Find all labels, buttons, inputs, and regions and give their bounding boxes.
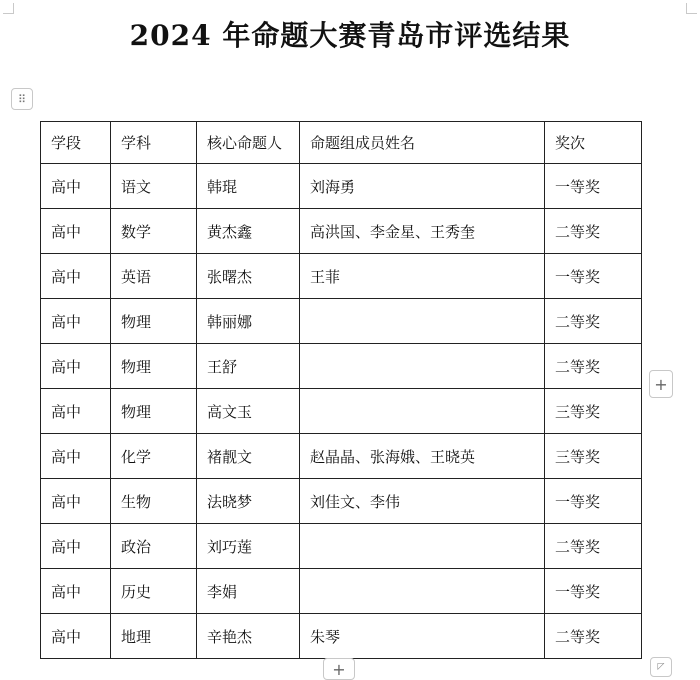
award-cell[interactable]: 一等奖 [545,569,642,614]
add-column-icon[interactable]: + [649,370,673,398]
team-members-cell[interactable]: 高洪国、李金星、王秀奎 [300,209,545,254]
add-row-icon[interactable]: + [323,658,355,680]
table-row [41,254,642,299]
table-resize-icon[interactable]: ◸ [650,657,672,677]
table-row [41,389,642,434]
team-members-cell[interactable] [300,344,545,389]
table-row [41,569,642,614]
team-members-cell[interactable]: 朱琴 [300,614,545,659]
subject-cell[interactable]: 政治 [111,524,197,569]
table-header-row [41,122,642,164]
subject-cell[interactable]: 物理 [111,344,197,389]
stage-cell[interactable]: 高中 [41,569,111,614]
award-cell[interactable]: 二等奖 [545,614,642,659]
subject-cell[interactable]: 物理 [111,389,197,434]
team-members-cell[interactable]: 赵晶晶、张海娥、王晓英 [300,434,545,479]
award-cell[interactable]: 三等奖 [545,389,642,434]
award-cell[interactable]: 二等奖 [545,344,642,389]
header-cell-award[interactable]: 奖次 [545,122,642,164]
lead-author-cell[interactable]: 法晓梦 [197,479,300,524]
document-title: 2024 年命题大赛青岛市评选结果 [129,19,571,52]
stage-cell[interactable]: 高中 [41,389,111,434]
stage-cell[interactable]: 高中 [41,209,111,254]
stage-cell[interactable]: 高中 [41,344,111,389]
table-row [41,479,642,524]
award-cell[interactable]: 二等奖 [545,524,642,569]
lead-author-cell[interactable]: 黄杰鑫 [197,209,300,254]
team-members-cell[interactable]: 刘佳文、李伟 [300,479,545,524]
table-row [41,434,642,479]
lead-author-cell[interactable]: 王舒 [197,344,300,389]
stage-cell[interactable]: 高中 [41,614,111,659]
award-cell[interactable]: 一等奖 [545,164,642,209]
stage-cell[interactable]: 高中 [41,254,111,299]
page-corner-mark-top-right [686,3,697,14]
table-drag-handle-icon[interactable]: ⠿ [11,88,33,110]
team-members-cell[interactable] [300,389,545,434]
award-cell[interactable]: 二等奖 [545,209,642,254]
subject-cell[interactable]: 物理 [111,299,197,344]
team-members-cell[interactable] [300,524,545,569]
team-members-cell[interactable] [300,299,545,344]
stage-cell[interactable]: 高中 [41,434,111,479]
stage-cell[interactable]: 高中 [41,524,111,569]
table-row [41,299,642,344]
lead-author-cell[interactable]: 刘巧莲 [197,524,300,569]
page-corner-mark-top-left [3,3,14,14]
results-table [40,121,642,659]
award-cell[interactable]: 一等奖 [545,479,642,524]
team-members-cell[interactable]: 王菲 [300,254,545,299]
header-cell-team-members[interactable]: 命题组成员姓名 [300,122,545,164]
lead-author-cell[interactable]: 高文玉 [197,389,300,434]
subject-cell[interactable]: 化学 [111,434,197,479]
table-row [41,164,642,209]
team-members-cell[interactable]: 刘海勇 [300,164,545,209]
table-row [41,209,642,254]
table-row [41,524,642,569]
lead-author-cell[interactable]: 褚靓文 [197,434,300,479]
lead-author-cell[interactable]: 李娟 [197,569,300,614]
stage-cell[interactable]: 高中 [41,479,111,524]
subject-cell[interactable]: 英语 [111,254,197,299]
award-cell[interactable]: 三等奖 [545,434,642,479]
subject-cell[interactable]: 数学 [111,209,197,254]
stage-cell[interactable]: 高中 [41,299,111,344]
table-row [41,614,642,659]
subject-cell[interactable]: 语文 [111,164,197,209]
subject-cell[interactable]: 历史 [111,569,197,614]
table-row [41,344,642,389]
award-cell[interactable]: 二等奖 [545,299,642,344]
award-cell[interactable]: 一等奖 [545,254,642,299]
header-cell-stage[interactable]: 学段 [41,122,111,164]
lead-author-cell[interactable]: 辛艳杰 [197,614,300,659]
header-cell-lead-author[interactable]: 核心命题人 [197,122,300,164]
lead-author-cell[interactable]: 韩琨 [197,164,300,209]
stage-cell[interactable]: 高中 [41,164,111,209]
subject-cell[interactable]: 生物 [111,479,197,524]
lead-author-cell[interactable]: 张曙杰 [197,254,300,299]
team-members-cell[interactable] [300,569,545,614]
header-cell-subject[interactable]: 学科 [111,122,197,164]
lead-author-cell[interactable]: 韩丽娜 [197,299,300,344]
subject-cell[interactable]: 地理 [111,614,197,659]
